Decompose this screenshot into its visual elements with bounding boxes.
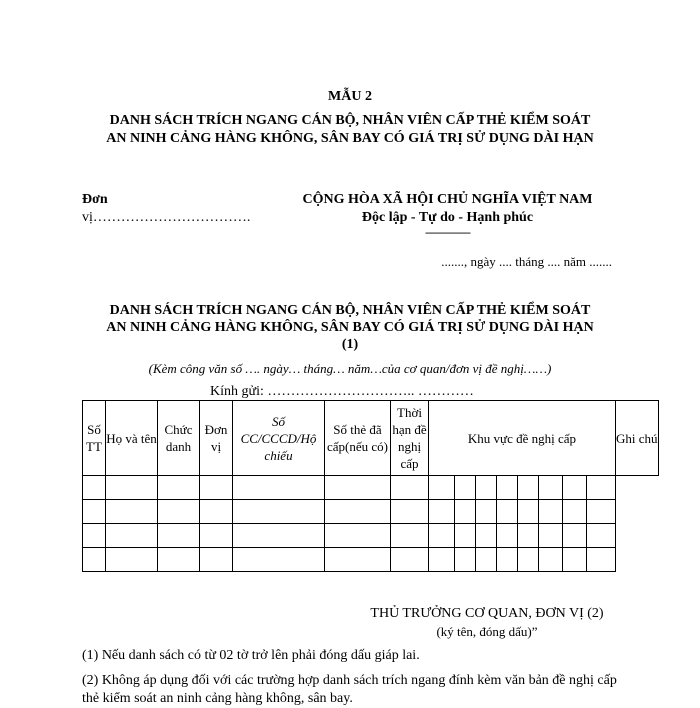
table-cell bbox=[106, 476, 158, 500]
table-cell bbox=[325, 500, 391, 524]
table-cell bbox=[455, 476, 476, 500]
list-title-line2: AN NINH CẢNG HÀNG KHÔNG, SÂN BAY CÓ GIÁ TRỊ SỬ DỤNG DÀI HẠN bbox=[106, 320, 594, 335]
table-row bbox=[83, 500, 659, 524]
table-cell bbox=[233, 524, 325, 548]
table-cell bbox=[106, 500, 158, 524]
table-cell bbox=[200, 476, 233, 500]
table-cell bbox=[158, 548, 200, 572]
table-cell bbox=[83, 524, 106, 548]
col-header-area: Khu vực đề nghị cấp bbox=[429, 401, 616, 476]
table-cell bbox=[391, 476, 429, 500]
table-cell bbox=[476, 500, 497, 524]
footnote-2: (2) Không áp dụng đối với các trường hợp danh sách trích ngang đính kèm văn bản đề nghị cấp thẻ kiểm soát an ninh cảng hàng không, sân bay. bbox=[82, 673, 617, 706]
unit-label-line1: Đơn bbox=[82, 192, 108, 207]
table-cell bbox=[497, 476, 518, 500]
table-cell bbox=[539, 476, 563, 500]
table-cell bbox=[429, 524, 455, 548]
col-header-card-number: Số thẻ đã cấp(nếu có) bbox=[325, 401, 391, 476]
table-cell bbox=[587, 548, 616, 572]
table-cell bbox=[518, 548, 539, 572]
motto-rule: --------------- bbox=[425, 225, 470, 239]
unit-label bbox=[82, 191, 250, 227]
table-cell bbox=[158, 524, 200, 548]
table-cell bbox=[563, 524, 587, 548]
table-cell bbox=[106, 524, 158, 548]
unit-label-line2: vị……………………………. bbox=[82, 210, 251, 225]
list-title-line3: (1) bbox=[341, 337, 359, 352]
col-header-duration: Thời hạn đề nghị cấp bbox=[391, 401, 429, 476]
table-cell bbox=[106, 548, 158, 572]
table-cell bbox=[429, 500, 455, 524]
table-cell bbox=[587, 524, 616, 548]
document-title-line1: DANH SÁCH TRÍCH NGANG CÁN BỘ, NHÂN VIÊN CẤP THẺ KIỂM SOÁT bbox=[109, 113, 591, 128]
table-header-row bbox=[83, 401, 659, 476]
table-cell bbox=[563, 548, 587, 572]
table-cell bbox=[325, 524, 391, 548]
table-cell bbox=[497, 500, 518, 524]
table-cell bbox=[518, 524, 539, 548]
table-cell bbox=[83, 476, 106, 500]
table-cell bbox=[233, 548, 325, 572]
table-cell bbox=[233, 500, 325, 524]
document-title-line2: AN NINH CẢNG HÀNG KHÔNG, SÂN BAY CÓ GIÁ TRỊ SỬ DỤNG DÀI HẠN bbox=[106, 131, 594, 146]
table-cell bbox=[455, 500, 476, 524]
table-row bbox=[83, 476, 659, 500]
table-cell bbox=[587, 500, 616, 524]
form-code: MẪU 2 bbox=[328, 89, 372, 104]
table-cell bbox=[391, 500, 429, 524]
signer-title: THỦ TRƯỞNG CƠ QUAN, ĐƠN VỊ (2) bbox=[370, 606, 604, 621]
table-cell bbox=[539, 548, 563, 572]
table-cell bbox=[563, 500, 587, 524]
table-row bbox=[83, 524, 659, 548]
col-header-note: Ghi chú bbox=[616, 401, 659, 476]
table-cell bbox=[476, 548, 497, 572]
table-cell bbox=[325, 548, 391, 572]
attachment-note: (Kèm công văn số …. ngày… tháng… năm…của cơ quan/đơn vị đề nghị……) bbox=[148, 361, 552, 376]
table-cell bbox=[455, 548, 476, 572]
table-cell bbox=[83, 500, 106, 524]
col-header-id-document: Số CC/CCCD/Hộ chiếu bbox=[233, 401, 325, 476]
table-cell bbox=[518, 500, 539, 524]
col-header-stt: Số TT bbox=[83, 401, 106, 476]
table-cell bbox=[563, 476, 587, 500]
recipient-line: Kính gửi: ………………………….. ………… bbox=[210, 384, 474, 399]
table-cell bbox=[587, 476, 616, 500]
table-cell bbox=[476, 476, 497, 500]
list-title bbox=[60, 302, 640, 353]
table-cell bbox=[518, 476, 539, 500]
col-header-name: Họ và tên bbox=[106, 401, 158, 476]
list-title-line1: DANH SÁCH TRÍCH NGANG CÁN BỘ, NHÂN VIÊN CẤP THẺ KIỂM SOÁT bbox=[109, 303, 591, 318]
table-cell bbox=[497, 548, 518, 572]
table-cell bbox=[391, 524, 429, 548]
table-row bbox=[83, 548, 659, 572]
table-cell bbox=[429, 476, 455, 500]
table-cell bbox=[83, 548, 106, 572]
national-motto bbox=[285, 191, 610, 237]
table-cell bbox=[200, 500, 233, 524]
signer-note: (ký tên, đóng dấu)” bbox=[436, 624, 538, 639]
table-cell bbox=[325, 476, 391, 500]
table-cell bbox=[200, 548, 233, 572]
table-cell bbox=[158, 476, 200, 500]
col-header-unit: Đơn vị bbox=[200, 401, 233, 476]
table-cell bbox=[429, 548, 455, 572]
table-cell bbox=[158, 500, 200, 524]
footnote-1: (1) Nếu danh sách có từ 02 tờ trở lên phải đóng dấu giáp lai. bbox=[82, 648, 420, 663]
table-cell bbox=[233, 476, 325, 500]
personnel-table bbox=[82, 400, 659, 572]
country-name: CỘNG HÒA XÃ HỘI CHỦ NGHĨA VIỆT NAM bbox=[302, 192, 593, 207]
date-line: ......., ngày .... tháng .... năm ....... bbox=[441, 254, 612, 269]
table-cell bbox=[200, 524, 233, 548]
table-cell bbox=[497, 524, 518, 548]
table-cell bbox=[476, 524, 497, 548]
table-body bbox=[83, 476, 659, 572]
table-cell bbox=[455, 524, 476, 548]
document-title bbox=[60, 112, 640, 148]
table-cell bbox=[539, 500, 563, 524]
table-cell bbox=[391, 548, 429, 572]
col-header-position: Chức danh bbox=[158, 401, 200, 476]
table-cell bbox=[539, 524, 563, 548]
motto-slogan: Độc lập - Tự do - Hạnh phúc bbox=[361, 210, 534, 225]
